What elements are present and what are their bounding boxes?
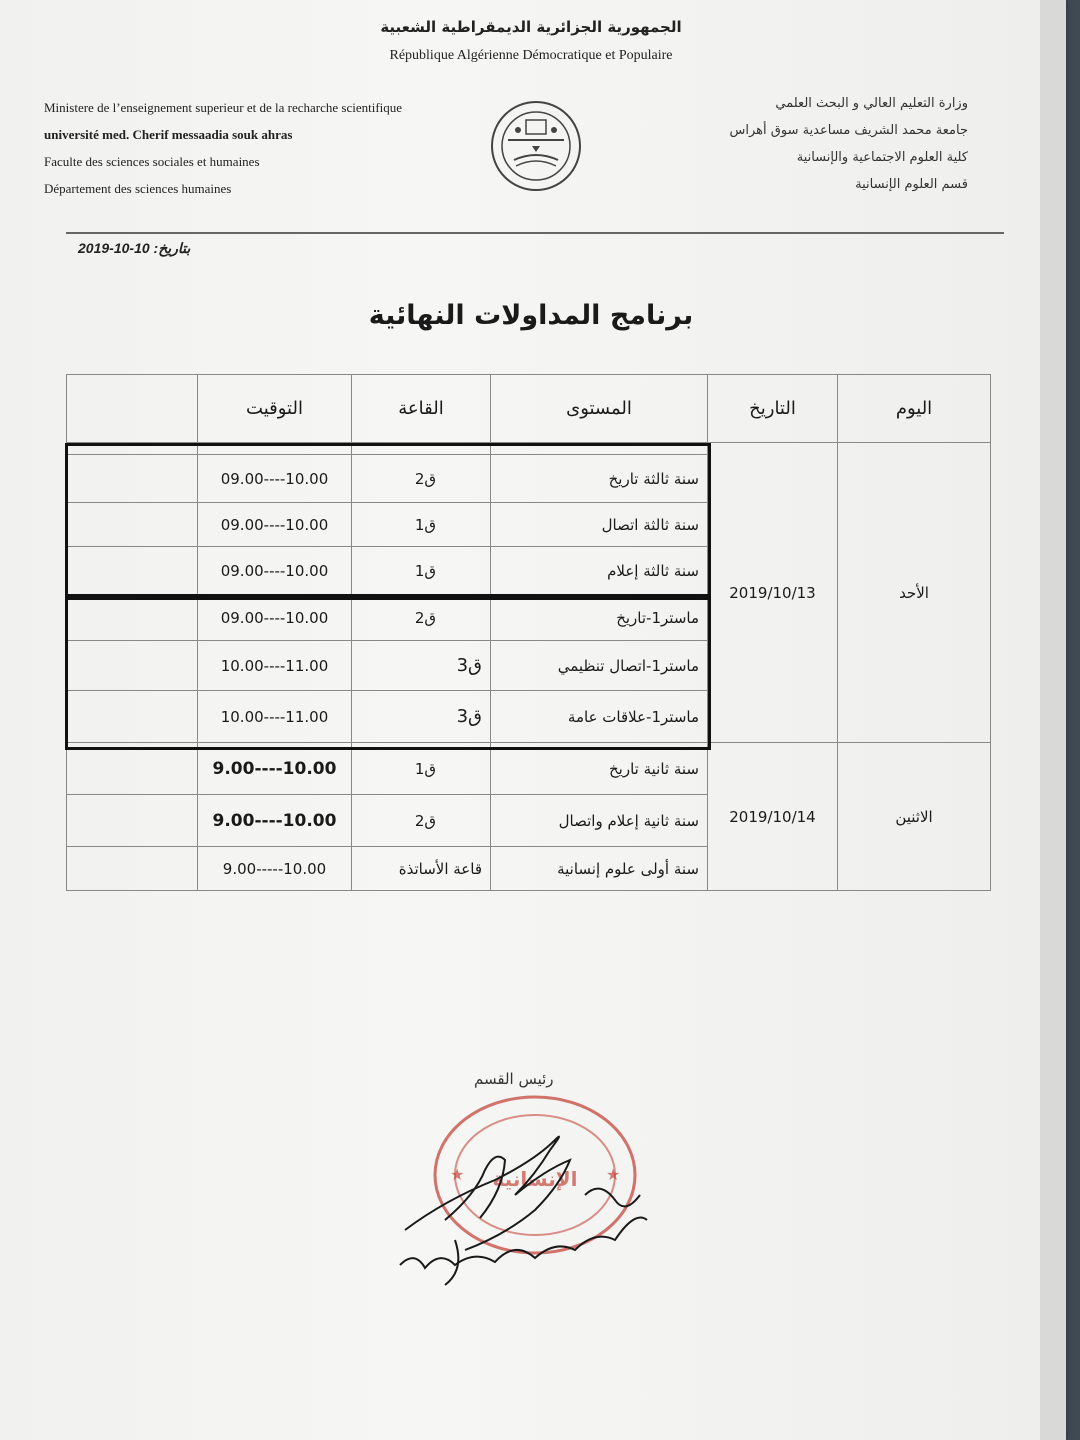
level-cell: سنة أولى علوم إنسانية	[491, 847, 708, 891]
time-cell: 09.00----10.00	[198, 455, 352, 503]
level-cell: ماستر1-تاريخ	[491, 595, 708, 641]
header-extra	[67, 375, 198, 443]
extra-cell	[67, 595, 198, 641]
page-title: برنامج المداولات النهائية	[368, 300, 694, 331]
date-cell-2: 2019/10/14	[708, 743, 838, 891]
svg-text:★: ★	[606, 1165, 621, 1184]
header-room: القاعة	[352, 375, 491, 443]
date-cell-1: 2019/10/13	[708, 443, 838, 743]
department-ar: قسم العلوم الإنسانية	[855, 177, 968, 192]
time-cell: 10.00----11.00	[198, 641, 352, 691]
extra-cell	[67, 641, 198, 691]
time-cell: 9.00-----10.00	[198, 847, 352, 891]
time-cell: 09.00----10.00	[198, 547, 352, 595]
level-cell: ماستر1-علاقات عامة	[491, 691, 708, 743]
table-header-row	[67, 375, 991, 443]
schedule-table	[66, 374, 991, 891]
header-time: التوقيت	[198, 375, 352, 443]
faculty-fr: Faculte des sciences sociales et humaines	[44, 154, 260, 169]
room-cell: ق2	[352, 795, 491, 847]
room-cell: ق1	[352, 743, 491, 795]
header-left-block	[44, 94, 402, 202]
spacer-cell	[67, 443, 198, 455]
spacer-row	[67, 443, 991, 455]
extra-cell	[67, 847, 198, 891]
paper-edge	[1040, 0, 1066, 1440]
faculty-ar: كلية العلوم الاجتماعية والإنسانية	[796, 150, 968, 165]
spacer-cell	[491, 443, 708, 455]
seal-text: الإنسانية	[492, 1167, 578, 1191]
issue-date: بتاريخ: 10-10-2019	[78, 240, 191, 256]
extra-cell	[67, 743, 198, 795]
spacer-cell	[352, 443, 491, 455]
time-cell: 09.00----10.00	[198, 503, 352, 547]
extra-cell	[67, 691, 198, 743]
day-cell-1: الأحد	[838, 443, 991, 743]
header-divider	[66, 232, 1004, 234]
room-cell: ق2	[352, 595, 491, 641]
time-cell: 09.00----10.00	[198, 595, 352, 641]
signature-label: رئيس القسم	[474, 1070, 554, 1088]
university-ar: جامعة محمد الشريف مساعدية سوق أهراس	[729, 123, 968, 138]
header-level: المستوى	[491, 375, 708, 443]
country-title-fr: République Algérienne Démocratique et Populaire	[389, 48, 673, 63]
room-cell: ق2	[352, 455, 491, 503]
extra-cell	[67, 455, 198, 503]
level-cell: سنة ثالثة اتصال	[491, 503, 708, 547]
level-cell: سنة ثالثة إعلام	[491, 547, 708, 595]
department-fr: Département des sciences humaines	[44, 181, 232, 196]
handwritten-signature	[385, 1100, 665, 1300]
country-title-ar: الجمهورية الجزائرية الديمقراطية الشعبية	[380, 18, 682, 36]
header-right-block	[730, 90, 968, 198]
room-cell: ق3	[352, 691, 491, 743]
time-cell: 10.00----11.00	[198, 691, 352, 743]
level-cell: سنة ثانية إعلام واتصال	[491, 795, 708, 847]
time-cell: 9.00----10.00	[198, 795, 352, 847]
ministry-ar: وزارة التعليم العالي و البحث العلمي	[775, 96, 968, 111]
university-logo	[488, 94, 584, 198]
extra-cell	[67, 795, 198, 847]
room-cell: قاعة الأساتذة	[352, 847, 491, 891]
header-day: اليوم	[838, 375, 991, 443]
university-fr: université med. Cherif messaadia souk ahras	[44, 127, 293, 142]
header-date: التاريخ	[708, 375, 838, 443]
extra-cell	[67, 547, 198, 595]
ministry-fr: Ministere de l’enseignement superieur et de la recharche scientifique	[44, 100, 403, 115]
day-cell-2: الاثنين	[838, 743, 991, 891]
extra-cell	[67, 503, 198, 547]
spacer-cell	[198, 443, 352, 455]
level-cell: سنة ثانية تاريخ	[491, 743, 708, 795]
svg-text:★: ★	[450, 1165, 465, 1184]
level-cell: سنة ثالثة تاريخ	[491, 455, 708, 503]
time-cell: 9.00----10.00	[198, 743, 352, 795]
level-cell: ماستر1-اتصال تنظيمي	[491, 641, 708, 691]
room-cell: ق3	[352, 641, 491, 691]
table-row	[67, 743, 991, 795]
room-cell: ق1	[352, 547, 491, 595]
room-cell: ق1	[352, 503, 491, 547]
